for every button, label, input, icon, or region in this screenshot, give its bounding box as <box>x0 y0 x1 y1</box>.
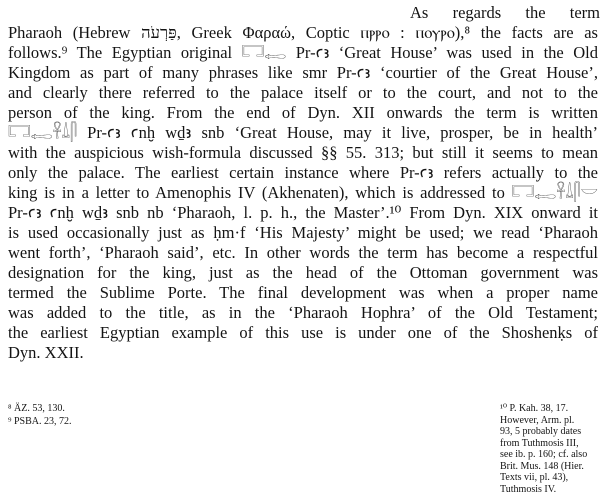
body-line: was added to the title, as in the ‘Pharaoh Hophra’ of the Old Testament; <box>8 303 598 322</box>
body-line: designation for the king, just as the head of the Ottoman government was <box>8 263 598 282</box>
body-line: termed the Sublime Porte. The final development was when a proper name <box>8 283 598 302</box>
body-line: 𓉐𓉻𓋹𓍑𓋴 Pr-ꜥꜣ ꜥnḫ wḏꜣ snb ‘Great House, may it live, prosper, be in health’ <box>8 123 598 142</box>
footnote-line: Texts vii, pl. 43), <box>500 472 569 483</box>
body-line: follows.⁹ The Egyptian original 𓉐𓉻 Pr-ꜥꜣ ‘Great House’ was used in the Old <box>8 43 598 62</box>
body-line: Pharaoh (Hebrew פַּרְעֹה, Greek Φαραώ, Coptic ⲡⲣⲣⲟ : ⲡⲟⲩⲣⲟ),⁸ the facts are as <box>8 23 598 42</box>
footnote-line: Brit. Mus. 148 (Hier. <box>500 460 584 472</box>
body-line: went forth’, ‘Pharaoh said’, etc. In other words the term has become a respectful <box>8 243 598 262</box>
footnote: ⁹ PSBA. 23, 72. <box>8 416 72 427</box>
footnote-line: 93, 5 probably dates <box>500 426 582 437</box>
body-line: As regards the term <box>410 3 600 22</box>
footnote-line: ¹⁰ P. Kah. 38, 17. <box>500 403 569 414</box>
body-line: and clearly there referred to the palace itself or to the court, and not to the <box>8 83 598 102</box>
body-line: Kingdom as part of many phrases like smr Pr-ꜥꜣ ‘courtier of the Great House’, <box>8 63 598 82</box>
footnote: ⁸ ÄZ. 53, 130. <box>8 403 65 414</box>
body-line: person of the king. From the end of Dyn. XII onwards the term is written <box>8 103 598 122</box>
body-line: king is in a letter to Amenophis IV (Akhenaten), which is addressed to 𓉐𓉻𓋹𓍑𓋴𓎟 <box>8 183 598 202</box>
body-line: with the auspicious wish-formula discussed §§ 55. 313; but still it seems to mean <box>8 143 598 162</box>
body-line: Pr-ꜥꜣ ꜥnḫ wḏꜣ snb nb ‘Pharaoh, l. p. h., the Master’.¹⁰ From Dyn. XIX onward it <box>8 203 598 222</box>
body-line: is used occasionally just as ḥm·f ‘His Majesty’ might be used; we read ‘Pharaoh <box>8 223 598 242</box>
body-line: Dyn. XXII. <box>8 343 84 362</box>
footnote-line: see ib. p. 160; cf. also <box>500 449 588 460</box>
footnote-line: from Tuthmosis III, <box>500 437 579 449</box>
body-line: the earliest Egyptian example of this use is under one of the Shoshenḳs of <box>8 323 598 342</box>
footnote-line: Tuthmosis IV. <box>500 483 557 495</box>
footnote-line: However, Arm. pl. <box>500 414 575 426</box>
body-line: only the palace. The earliest certain instance where Pr-ꜥꜣ refers actually to the <box>8 163 598 182</box>
